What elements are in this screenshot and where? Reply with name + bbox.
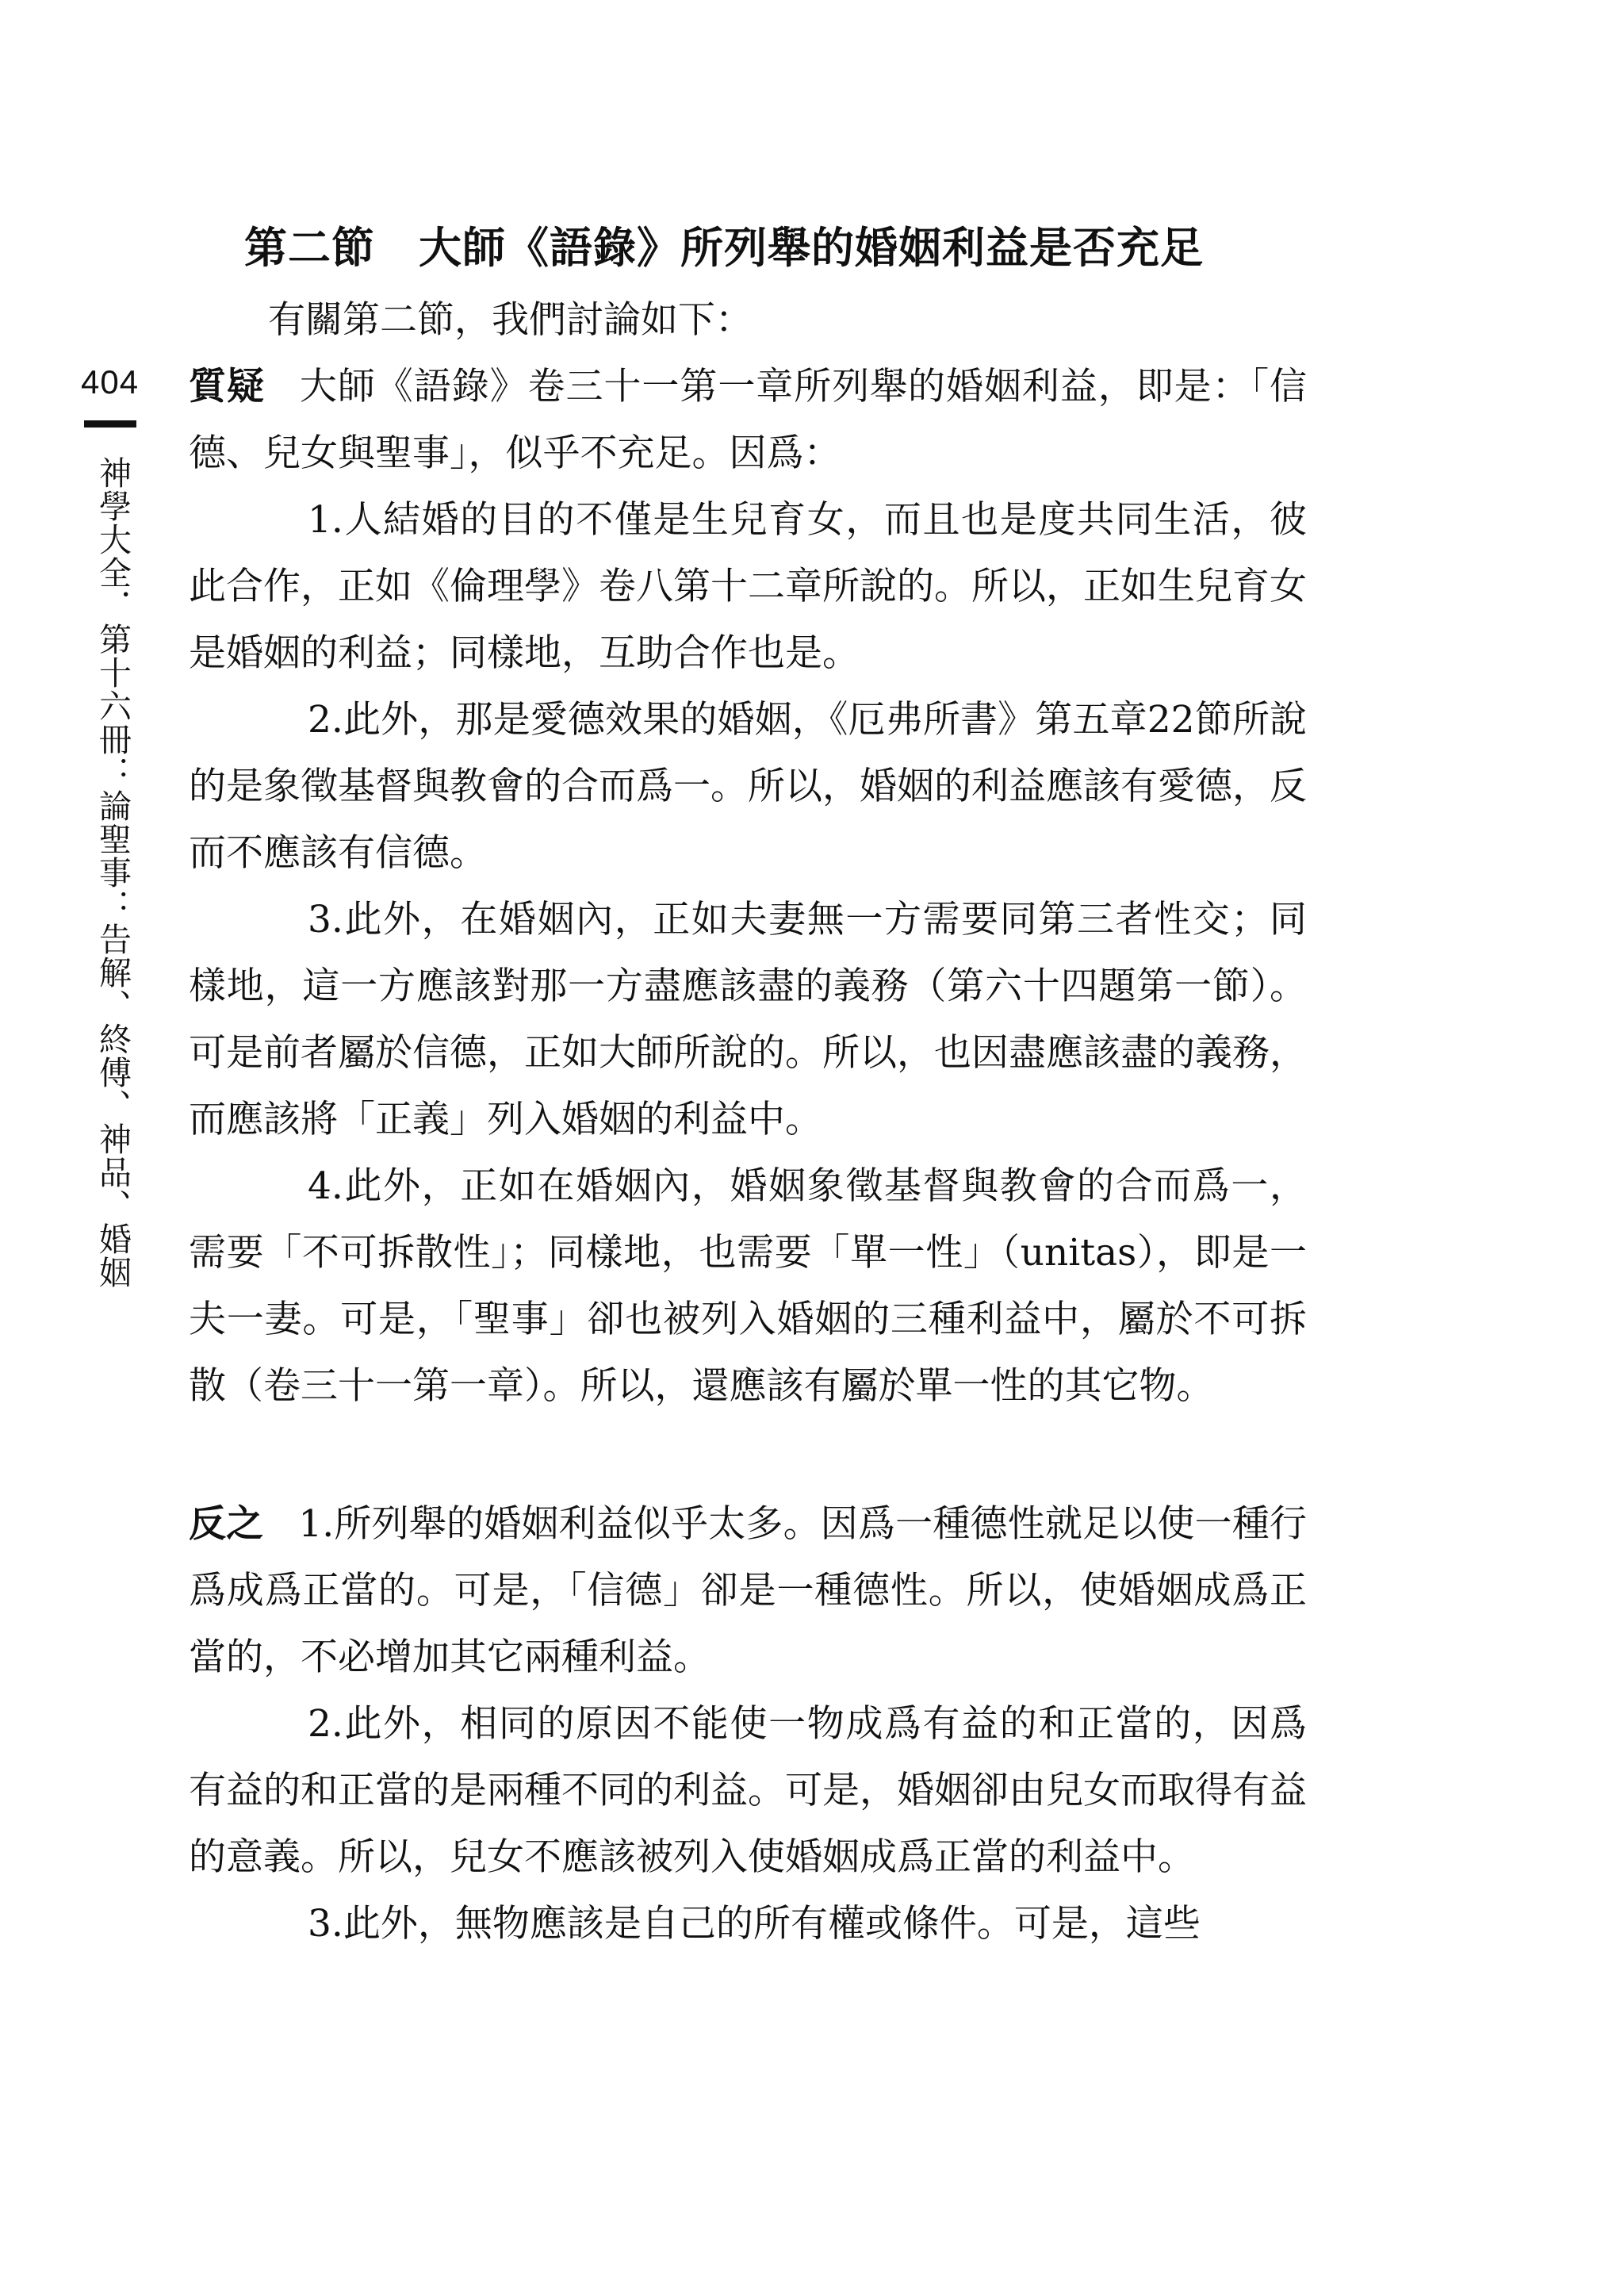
page-number: 404 xyxy=(81,363,140,401)
running-head: 神學大全．第十六冊：論聖事：告解、終傅、神品、婚姻 xyxy=(94,456,132,1289)
contra-2: 2.此外，相同的原因不能使一物成爲有益的和正當的，因爲有益的和正當的是兩種不同的利益。可是，婚姻卻由兒女而取得有益的意義。所以，兒女不應該被列入使婚姻成爲正當的利益中。 xyxy=(189,1702,1307,1879)
contra-3: 3.此外，無物應該是自己的所有權或條件。可是，這些 xyxy=(308,1902,1201,1946)
running-head-rule xyxy=(84,420,136,428)
objections-label: 質疑 xyxy=(189,365,265,408)
objection-4: 4.此外，正如在婚姻內，婚姻象徵基督與教會的合而爲一，需要「不可拆散性」；同樣地，也需要「單一性」（unitas），即是一夫一妻。可是，「聖事」卻也被列入婚姻的三種利益中，屬於不可拆散（卷三十一第一章）。所以，還應該有屬於單一性的其它物。 xyxy=(189,1164,1307,1408)
objection-1: 1.人結婚的目的不僅是生兒育女，而且也是度共同生活，彼此合作，正如《倫理學》卷八第十二章所說的。所以，正如生兒育女是婚姻的利益；同樣地，互助合作也是。 xyxy=(189,498,1307,675)
objections-lead-text: 大師《語錄》卷三十一第一章所列舉的婚姻利益，即是：「信德、兒女與聖事」，似乎不充足。因爲： xyxy=(189,365,1308,475)
objections-lead xyxy=(189,354,1307,487)
page-content xyxy=(189,208,1307,1957)
objection-3: 3.此外，在婚姻內，正如夫妻無一方需要同第三者性交；同樣地，這一方應該對那一方盡應該盡的義務（第六十四題第一節）。可是前者屬於信德，正如大師所說的。所以，也因盡應該盡的義務，而應該將「正義」列入婚姻的利益中。 xyxy=(189,898,1307,1141)
objection-2: 2.此外，那是愛德效果的婚姻，《厄弗所書》第五章22節所說的是象徵基督與教會的合而爲一。所以，婚姻的利益應該有愛德，反而不應該有信德。 xyxy=(189,698,1307,875)
section-title: 第二節 大師《語錄》所列舉的婚姻利益是否充足 xyxy=(244,222,1204,273)
contra-lead-text: 1.所列舉的婚姻利益似乎太多。因爲一種德性就足以使一種行爲成爲正當的。可是，「信德」卻是一種德性。所以，使婚姻成爲正當的，不必增加其它兩種利益。 xyxy=(189,1502,1308,1679)
contra-label: 反之 xyxy=(189,1502,264,1546)
contra-lead xyxy=(189,1491,1307,1691)
section-gap xyxy=(189,1420,1307,1491)
section-intro: 有關第二節，我們討論如下： xyxy=(268,298,753,342)
